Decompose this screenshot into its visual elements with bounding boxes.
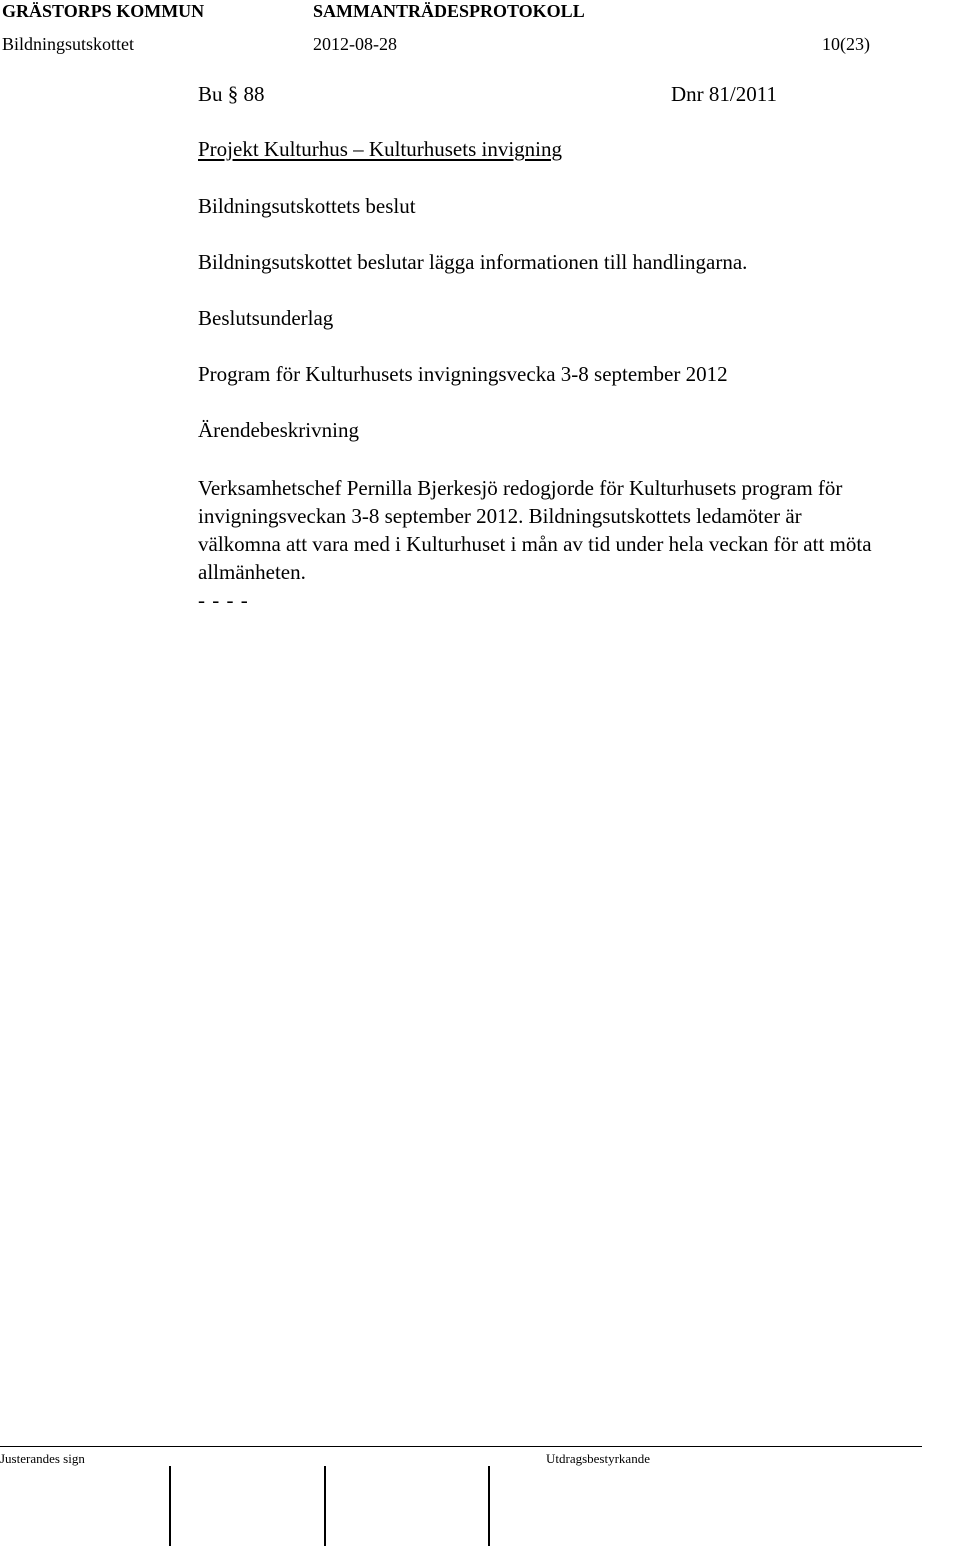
meeting-date: 2012-08-28 xyxy=(313,34,397,54)
committee-name: Bildningsutskottet xyxy=(2,34,135,54)
case-number: Bu § 88 xyxy=(198,82,265,106)
description-line: välkomna att vara med i Kulturhuset i mån av tid under hela veckan för att möta xyxy=(198,532,872,556)
section-end-mark: - - - - xyxy=(198,588,249,612)
justification-label: Justerandes sign xyxy=(0,1451,85,1466)
decision-heading: Bildningsutskottets beslut xyxy=(198,194,416,218)
decision-text: Bildningsutskottet beslutar lägga informationen till handlingarna. xyxy=(198,250,748,274)
page-number: 10(23) xyxy=(822,34,870,54)
basis-text: Program för Kulturhusets invigningsvecka 3-8 september 2012 xyxy=(198,362,728,386)
document-type: SAMMANTRÄDESPROTOKOLL xyxy=(313,1,585,21)
description-line: invigningsveckan 3-8 september 2012. Bildningsutskottets ledamöter är xyxy=(198,504,802,528)
case-title-text: Projekt Kulturhus – Kulturhusets invigning xyxy=(198,137,562,161)
case-title xyxy=(198,137,562,162)
description-body xyxy=(198,474,958,586)
organization-name: GRÄSTORPS KOMMUN xyxy=(2,1,205,21)
signature-box-divider xyxy=(488,1466,490,1546)
signature-box-divider xyxy=(324,1466,326,1546)
basis-heading: Beslutsunderlag xyxy=(198,306,334,330)
description-line: allmänheten. xyxy=(198,560,306,584)
description-line: Verksamhetschef Pernilla Bjerkesjö redogjorde för Kulturhusets program för xyxy=(198,476,843,500)
footer-divider xyxy=(0,1446,922,1447)
signature-box-divider xyxy=(169,1466,171,1546)
extract-label: Utdragsbestyrkande xyxy=(546,1451,650,1466)
description-heading: Ärendebeskrivning xyxy=(198,418,359,442)
case-dnr: Dnr 81/2011 xyxy=(671,82,777,106)
